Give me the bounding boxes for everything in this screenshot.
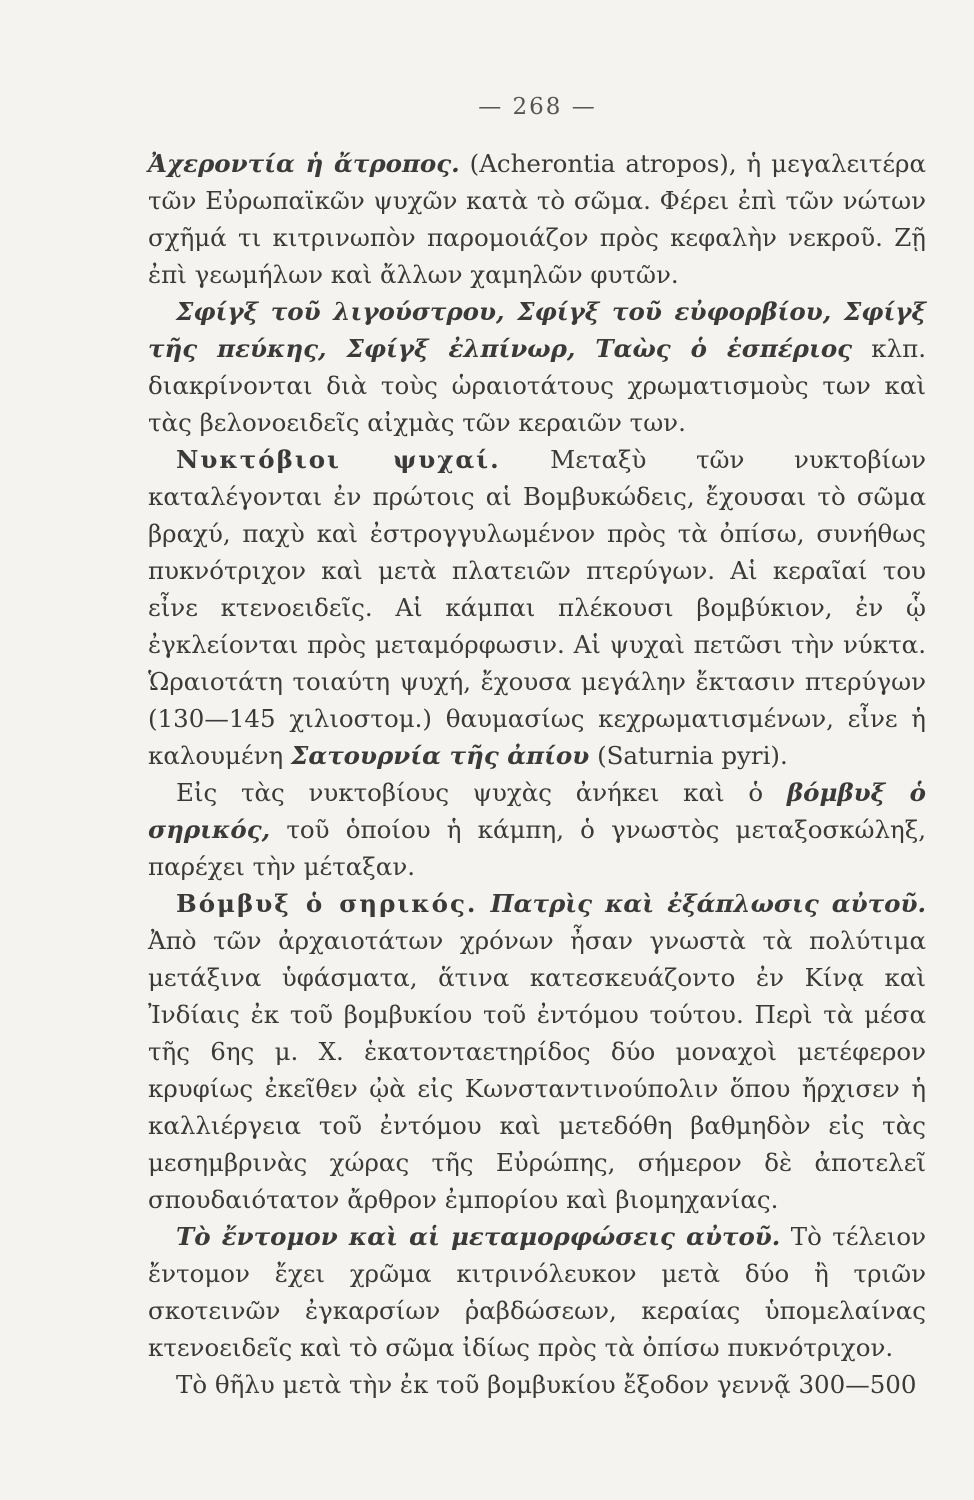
- section-heading: Νυκτόβιοι ψυχαί.: [176, 445, 501, 474]
- paragraph-text: Τὸ τέλειον ἔντομον ἔχει χρῶμα κιτρινόλευκον μετὰ δύο ἢ τριῶν σκοτεινῶν ἐγκαρσίων ῥαβδώσεων, κεραίας ὑπομελαίνας κτενοειδεῖς καὶ τὸ σῶμα ἰδίως πρὸς τὰ ὀπίσω πυκνότριχον.: [148, 1222, 926, 1362]
- paragraph-text: Μεταξὺ τῶν νυκτοβίων καταλέγονται ἐν πρώτοις αἱ Βομβυκώδεις, ἔχουσαι τὸ σῶμα βραχύ, παχὺ καὶ ἐστρογγυλωμένον πρὸς τὰ ὀπίσω, συνήθως πυκνότριχον καὶ μετὰ πλατειῶν πτερύγων. Αἱ κεραῖαί του εἶνε κτενοειδεῖς. Αἱ κάμπαι πλέκουσι βομβύκιον, ἐν ᾧ ἐγκλείονται πρὸς μεταμόρφωσιν. Αἱ ψυχαὶ πετῶσι τὴν νύκτα. Ὡραιοτάτη τοιαύτη ψυχή, ἔχουσα μεγάλην ἔκτασιν πτερύγων (130—145 χιλιοστομ.) θαυμασίως κεχρωματισμένων, εἶνε ἡ καλουμένη: [148, 445, 926, 770]
- paragraph-nocturnal: [148, 441, 926, 774]
- paragraph-text: (Saturnia pyri).: [589, 741, 788, 770]
- paragraph-silkworm-intro: [148, 774, 926, 885]
- italic-term: Πατρὶς καὶ ἐξάπλωσις αὐτοῦ.: [477, 889, 926, 918]
- paragraph-silkworm-origin: [148, 885, 926, 1218]
- paragraph-text: (Acherontia atropos), ἡ μεγαλειτέρα τῶν Εὐρωπαϊκῶν ψυχῶν κατὰ τὸ σῶμα. Φέρει ἐπὶ τῶν νώτων σχῆμά τι κιτρινωπὸν παρομοιάζον πρὸς κεφαλὴν νεκροῦ. Ζῇ ἐπὶ γεωμήλων καὶ ἄλλων χαμηλῶν φυτῶν.: [148, 149, 926, 289]
- section-heading: Βόμβυξ ὁ σηρικός.: [176, 889, 478, 918]
- paragraph-text: κλπ. διακρίνονται διὰ τοὺς ὡραιοτάτους χρωματισμοὺς των καὶ τὰς βελονοειδεῖς αἰχμὰς τῶν κεραιῶν των.: [148, 334, 926, 437]
- paragraph-text: Εἰς τὰς νυκτοβίους ψυχὰς ἀνήκει καὶ ὁ: [176, 778, 787, 807]
- italic-term: Σφίγξ τοῦ λιγούστρου, Σφίγξ τοῦ εὐφορβίου, Σφίγξ τῆς πεύκης, Σφίγξ ἐλπίνωρ, Ταὼς ὁ ἑσπέριος: [148, 297, 926, 363]
- paragraph-metamorphosis: [148, 1218, 926, 1366]
- paragraph-text: τοῦ ὁποίου ἡ κάμπη, ὁ γνωστὸς μεταξοσκώληξ, παρέχει τὴν μέταξαν.: [148, 815, 926, 881]
- italic-term: Ἀχεροντία ἡ ἄτροπος.: [148, 149, 460, 178]
- paragraph-text: Ἀπὸ τῶν ἀρχαιοτάτων χρόνων ἦσαν γνωστὰ τὰ πολύτιμα μετάξινα ὑφάσματα, ἅτινα κατεσκευάζοντο ἐν Κίνᾳ καὶ Ἰνδίαις ἐκ τοῦ βομβυκίου τοῦ ἐντόμου τούτου. Περὶ τὰ μέσα τῆς 6ης μ. Χ. ἑκατονταετηρίδος δύο μοναχοὶ μετέφερον κρυφίως ἐκεῖθεν ᾠὰ εἰς Κωνσταντινούπολιν ὅπου ἤρχισεν ἡ καλλιέργεια τοῦ ἐντόμου καὶ μετεδόθη βαθμηδὸν εἰς τὰς μεσημβρινὰς χώρας τῆς Εὐρώπης, σήμερον δὲ ἀποτελεῖ σπουδαιότατον ἄρθρον ἐμπορίου καὶ βιομηχανίας.: [148, 926, 926, 1214]
- italic-term: Σατουρνία τῆς ἀπίου: [291, 741, 590, 770]
- page-number: — 268 —: [478, 94, 597, 120]
- paragraph-sphinx: [148, 293, 926, 441]
- paragraph-female: [148, 1366, 926, 1403]
- italic-term: Τὸ ἔντομον καὶ αἱ μεταμορφώσεις αὐτοῦ.: [176, 1222, 781, 1251]
- body-text: [148, 145, 926, 1403]
- italic-term: βόμβυξ ὁ σηρικός,: [148, 778, 926, 844]
- paragraph-text: Τὸ θῆλυ μετὰ τὴν ἐκ τοῦ βομβυκίου ἔξοδον γεννᾷ 300—500: [176, 1370, 917, 1399]
- paragraph-acherontia: [148, 145, 926, 293]
